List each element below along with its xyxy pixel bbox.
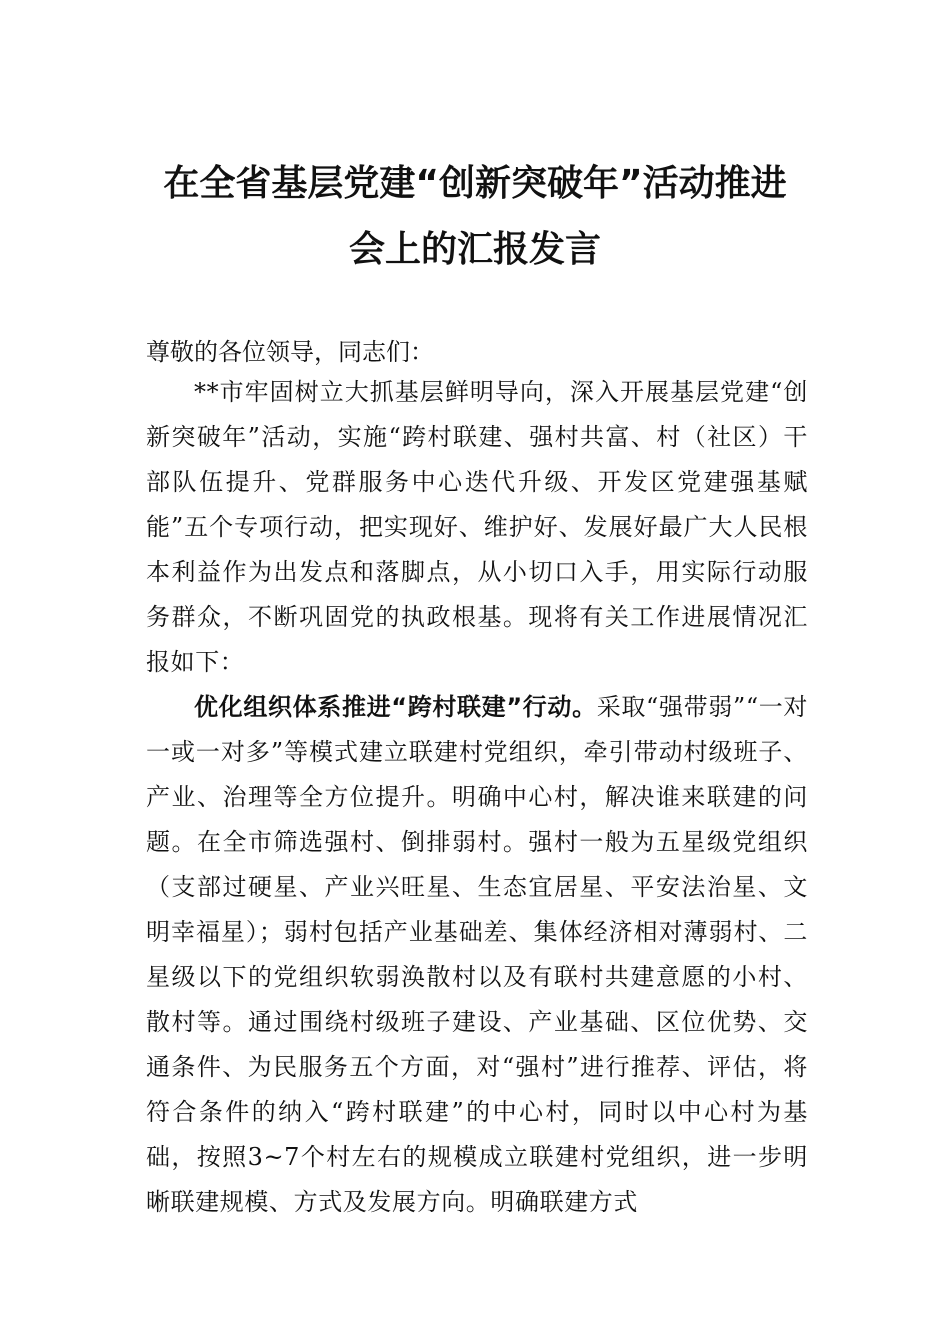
paragraph-body: 采取“强带弱”“一对一或一对多”等模式建立联建村党组织，牵引带动村级班子、产业、治理等全方位提升。明确中心村，解决谁来联建的问题。在全市筛选强村、倒排弱村。强村一般为五星级党组织（支部过硬星、产业兴旺星、生态宜居星、平安法治星、文明幸福星）；弱村包括产业基础差、集体经济相对薄弱村、二星级以下的党组织软弱涣散村以及有联村共建意愿的小村、散村等。通过围绕村级班子建设、产业基础、区位优势、交通条件、为民服务五个方面，对“强村”进行推荐、评估，将符合条件的纳入“跨村联建”的中心村，同时以中心村为基础，按照3~7个村左右的规模成立联建村党组织，进一步明晰联建规模、方式及发展方向。明确联建方式 bbox=[146, 693, 809, 1216]
document-title-line-1: 在全省基层党建“创新突破年”活动推进 bbox=[163, 163, 787, 204]
paragraph-heading: 优化组织体系推进“跨村联建”行动。 bbox=[194, 693, 597, 721]
document-title-line-2: 会上的汇报发言 bbox=[348, 229, 601, 270]
paragraph-cross-village bbox=[146, 685, 808, 1225]
salutation: 尊敬的各位领导，同志们： bbox=[146, 338, 434, 366]
paragraph-intro: **市牢固树立大抓基层鲜明导向，深入开展基层党建“创新突破年”活动，实施“跨村联建、强村共富、村（社区）干部队伍提升、党群服务中心迭代升级、开发区党建强基赋能”五个专项行动，把实现好、维护好、发展好最广大人民根本利益作为出发点和落脚点，从小切口入手，用实际行动服务群众，不断巩固党的执政根基。现将有关工作进展情况汇报如下： bbox=[146, 378, 808, 676]
